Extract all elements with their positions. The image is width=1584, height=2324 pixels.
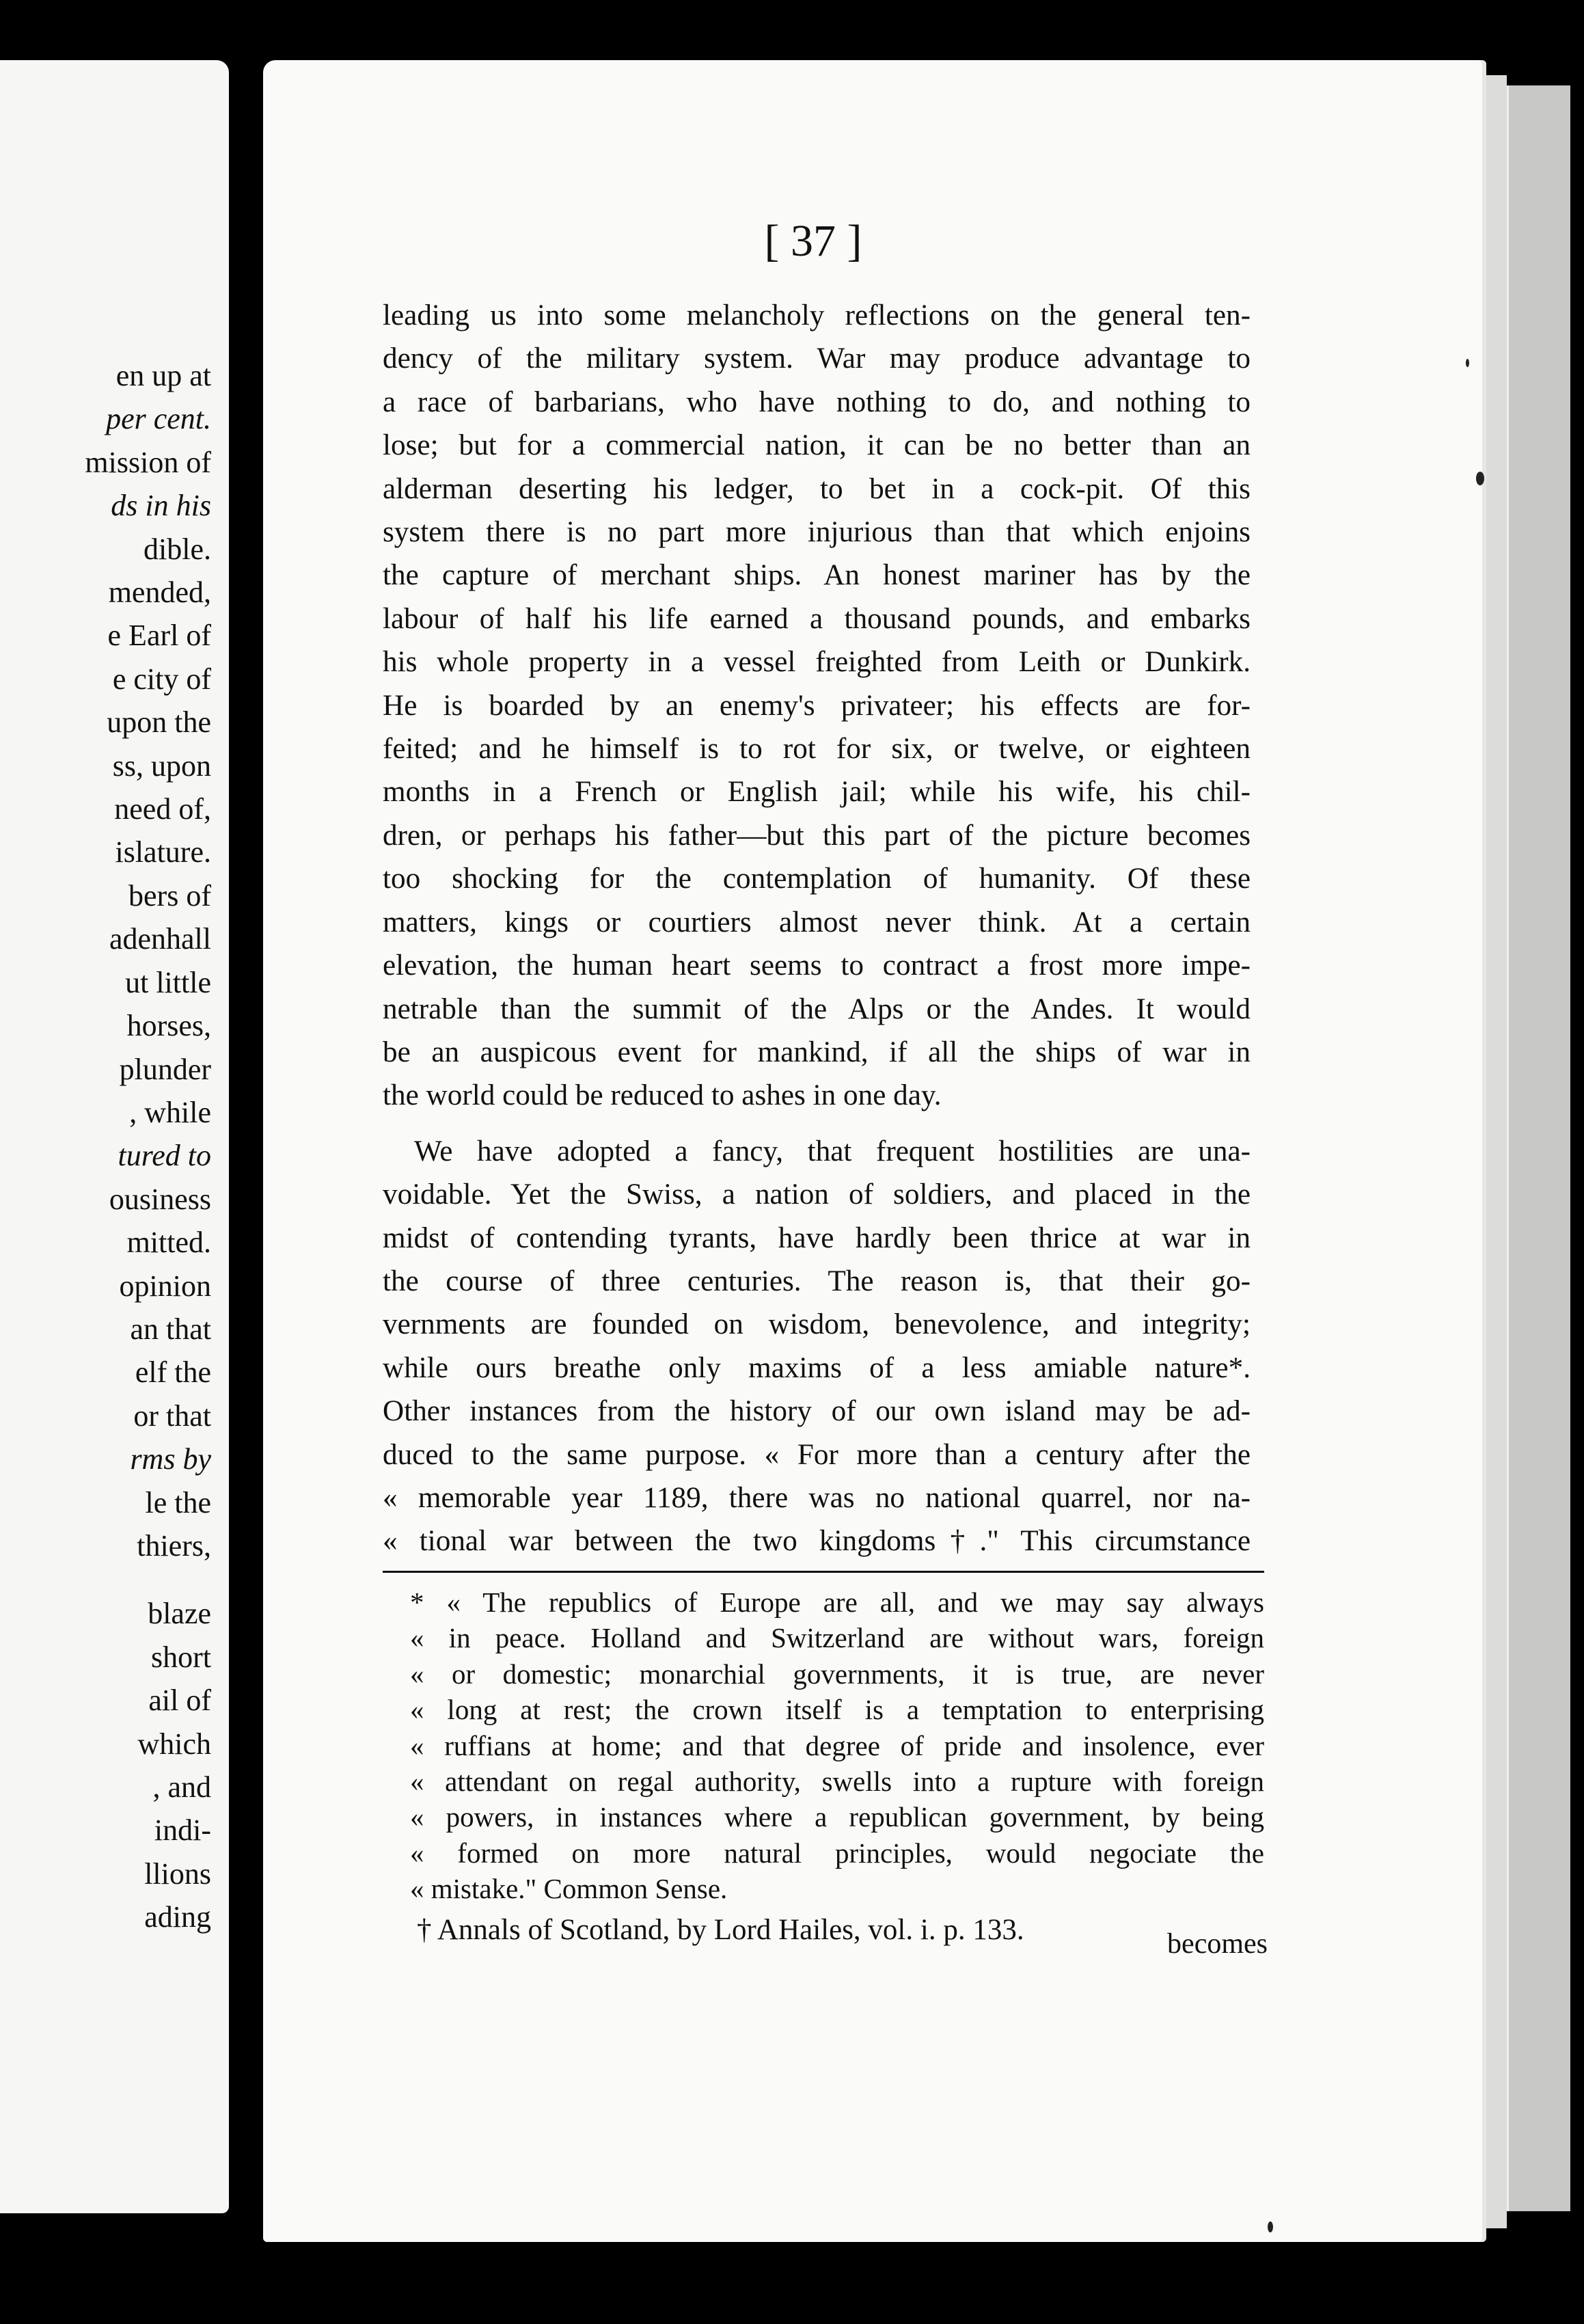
text-line: alderman deserting his ledger, to bet in a cock-pit. Of this (383, 472, 1251, 505)
text-line: labour of half his life earned a thousand pounds, and embarks (383, 602, 1251, 635)
facing-line: islature. (115, 835, 211, 869)
facing-line: opinion (119, 1269, 211, 1303)
text-line: He is boarded by an enemy's privateer; his effects are for- (383, 689, 1251, 722)
page-number: [ 37 ] (764, 216, 862, 266)
text-line: the course of three centuries. The reason is, that their go- (383, 1265, 1251, 1297)
text-line: lose; but for a commercial nation, it can be no better than an (383, 429, 1251, 462)
footnote-annals: † Annals of Scotland, by Lord Hailes, vol. i. p. 133. (417, 1913, 1024, 1946)
facing-line: ut little (125, 965, 211, 999)
facing-line: ail of (148, 1684, 211, 1718)
text-line: dency of the military system. War may produce advantage to (383, 342, 1251, 375)
facing-line: plunder (119, 1052, 211, 1086)
footnote-line: « attendant on regal authority, swells into a rupture with foreign (410, 1766, 1264, 1798)
ink-speck (1466, 359, 1469, 367)
facing-page-text (6, 354, 211, 1939)
facing-line: le the (145, 1485, 211, 1519)
footnote-line: « mistake." Common Sense. (410, 1873, 728, 1905)
facing-line: blaze (148, 1597, 211, 1631)
text-line: be an auspicous event for mankind, if all the ships of war in (383, 1036, 1251, 1068)
facing-line: ading (144, 1900, 211, 1934)
footnote-common-sense (410, 1584, 1264, 1907)
text-line: matters, kings or courtiers almost never think. At a certain (383, 906, 1251, 938)
facing-line: need of, (114, 792, 211, 826)
facing-line: upon the (107, 705, 211, 740)
text-line: too shocking for the contemplation of humanity. Of these (383, 863, 1251, 895)
text-line: « memorable year 1189, there was no national quarrel, nor na- (383, 1481, 1251, 1514)
facing-line: ds in his (111, 489, 211, 523)
paragraph-gap (383, 1118, 1251, 1130)
text-line: netrable than the summit of the Alps or the Andes. It would (383, 992, 1251, 1025)
text-line: voidable. Yet the Swiss, a nation of soldiers, and placed in the (383, 1178, 1251, 1211)
facing-line: llions (144, 1856, 211, 1891)
facing-line (6, 1567, 211, 1592)
text-line: his whole property in a vessel freighted from Leith or Dunkirk. (383, 646, 1251, 679)
footnote-rule (383, 1571, 1264, 1573)
text-line: duced to the same purpose. « For more than a century after the (383, 1438, 1251, 1471)
facing-line: ss, upon (112, 748, 211, 783)
ink-speck (1476, 472, 1484, 485)
facing-line: elf the (135, 1355, 211, 1390)
facing-line: which (137, 1727, 211, 1761)
facing-line: or that (133, 1399, 211, 1433)
facing-line: indi- (154, 1813, 211, 1848)
facing-line: , and (152, 1770, 211, 1804)
facing-line: e Earl of (107, 619, 211, 653)
facing-line: bers of (128, 878, 211, 913)
facing-line: e city of (112, 662, 211, 696)
facing-line: tured to (118, 1139, 211, 1173)
text-line: midst of contending tyrants, have hardly been thrice at war in (383, 1221, 1251, 1254)
text-line: while ours breathe only maxims of a less amiable nature*. (383, 1351, 1251, 1384)
facing-line: thiers, (137, 1528, 211, 1563)
facing-line: per cent. (106, 402, 211, 436)
text-line: months in a French or English jail; while his wife, his chil- (383, 776, 1251, 809)
text-line: dren, or perhaps his father—but this part of the picture becomes (383, 819, 1251, 852)
footnotes (410, 1584, 1264, 1948)
footnote-line: « ruffians at home; and that degree of pride and insolence, ever (410, 1729, 1264, 1761)
facing-line: mended, (108, 576, 211, 610)
footnote-line: « formed on more natural principles, would negociate the (410, 1837, 1264, 1869)
facing-line: rms by (130, 1442, 211, 1476)
facing-line: mission of (85, 445, 211, 479)
text-line: vernments are founded on wisdom, benevolence, and integrity; (383, 1308, 1251, 1341)
text-line: leading us into some melancholy reflections on the general ten- (383, 299, 1251, 332)
footnote-line: « long at rest; the crown itself is a temptation to enterprising (410, 1694, 1264, 1726)
facing-line: en up at (115, 359, 211, 392)
facing-line: dible. (144, 532, 211, 566)
text-line: system there is no part more injurious than that which enjoins (383, 516, 1251, 549)
ink-speck (1268, 2221, 1273, 2232)
facing-line: , while (129, 1095, 211, 1129)
facing-line: short (151, 1640, 211, 1674)
facing-page-left (0, 60, 229, 2213)
text-line: the capture of merchant ships. An honest mariner has by the (383, 559, 1251, 592)
book-fore-edge (1507, 85, 1570, 2211)
footnote-line: « in peace. Holland and Switzerland are without wars, foreign (410, 1622, 1264, 1654)
text-line: feited; and he himself is to rot for six, or twelve, or eighteen (383, 733, 1251, 766)
body-text (383, 294, 1251, 1563)
footnote-line: * « The republics of Europe are all, and we may say always (410, 1586, 1264, 1618)
catchword: becomes (1167, 1928, 1268, 1960)
facing-line: ousiness (109, 1182, 211, 1216)
facing-line: horses, (126, 1009, 211, 1043)
footnote-line: « or domestic; monarchial governments, it is true, are never (410, 1658, 1264, 1690)
text-line: Other instances from the history of our own island may be ad- (383, 1395, 1251, 1428)
facing-line: mitted. (126, 1226, 211, 1260)
text-line: elevation, the human heart seems to contract a frost more impe- (383, 949, 1251, 982)
footnote-line: « powers, in instances where a republican government, by being (410, 1801, 1264, 1833)
page-edge (1486, 75, 1507, 2228)
text-line: the world could be reduced to ashes in one day. (383, 1079, 942, 1112)
text-line: We have adopted a fancy, that frequent hostilities are una- (414, 1135, 1251, 1167)
text-line: a race of barbarians, who have nothing to do, and nothing to (383, 386, 1251, 418)
text-line: « tional war between the two kingdoms†." This circumstance (383, 1525, 1251, 1558)
facing-line: an that (130, 1312, 211, 1346)
facing-line: adenhall (109, 922, 211, 956)
